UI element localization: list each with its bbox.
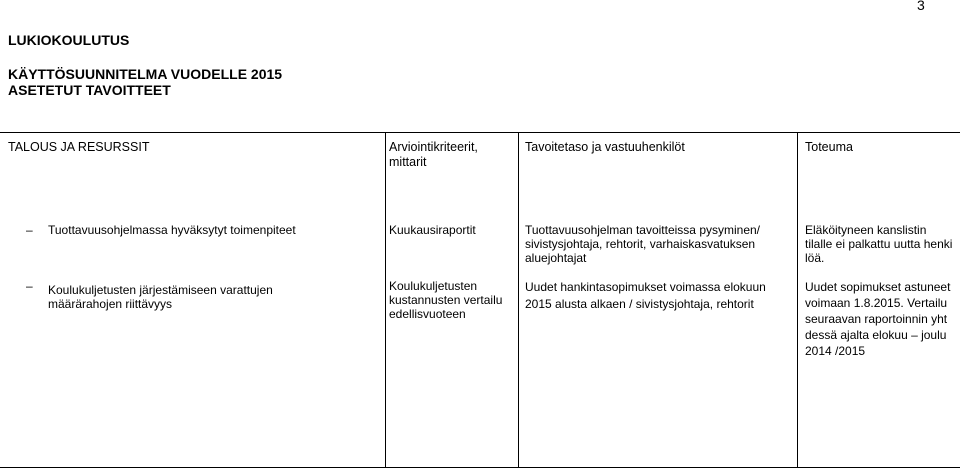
row-target-line: Tuottavuusohjelman tavoitteissa pysyminen/ (525, 223, 761, 237)
column-divider (385, 133, 386, 467)
row-target-line: 2015 alusta alkaen / sivistysjohtaja, rehtorit (525, 297, 754, 311)
row-bullet: – (26, 279, 33, 293)
header-criteria-line: mittarit (389, 155, 427, 169)
row-bullet: – (26, 223, 33, 237)
row-target-line: sivistysjohtaja, rehtorit, varhaiskasvatuksen (525, 237, 756, 251)
row-result-line: löä. (805, 251, 825, 265)
row-result (805, 279, 950, 359)
row-result (805, 223, 952, 265)
row-result-line: Eläköityneen kanslistin (805, 223, 927, 237)
row-target-line: Uudet hankintasopimukset voimassa elokuun (525, 280, 766, 294)
row-target-line: aluejohtajat (525, 251, 587, 265)
row-criteria-line: kustannusten vertailu (389, 293, 503, 307)
column-divider (797, 133, 798, 467)
row-result-line: Uudet sopimukset astuneet (805, 280, 951, 294)
column-divider (518, 133, 519, 467)
row-result-line: dessä ajalta elokuu – joulu (805, 328, 947, 342)
page-number: 3 (917, 0, 925, 13)
row-goal (48, 223, 296, 237)
heading-plan: KÄYTTÖSUUNNITELMA VUODELLE 2015 (8, 66, 283, 82)
row-goal (48, 283, 273, 311)
heading-title: LUKIOKOULUTUS (8, 32, 130, 48)
row-goal-line: Koulukuljetusten järjestämiseen varattujen (48, 283, 273, 297)
header-target: Tavoitetaso ja vastuuhenkilöt (525, 140, 685, 154)
row-criteria-line: Kuukausiraportit (389, 223, 476, 237)
row-criteria-line: Koulukuljetusten (389, 279, 478, 293)
row-result-line: tilalle ei palkattu uutta henki (805, 237, 953, 251)
row-goal-line: määrärahojen riittävyys (48, 297, 173, 311)
header-result: Toteuma (805, 140, 853, 154)
row-goal-line: Tuottavuusohjelmassa hyväksytyt toimenpiteet (48, 223, 296, 237)
row-result-line: 2014 /2015 (805, 344, 866, 358)
row-criteria (389, 279, 502, 321)
row-criteria-line: edellisvuoteen (389, 307, 466, 321)
row-result-line: voimaan 1.8.2015. Vertailu (805, 296, 948, 310)
row-target (525, 223, 760, 265)
header-resources: TALOUS JA RESURSSIT (8, 140, 150, 154)
row-result-line: seuraavan raportoinnin yht (805, 312, 948, 326)
header-criteria-line: Arviointikriteerit, (389, 140, 478, 154)
heading-goals: ASETETUT TAVOITTEET (8, 82, 171, 98)
header-criteria (389, 140, 478, 170)
row-target (525, 279, 766, 313)
row-criteria (389, 223, 476, 237)
goals-table (0, 132, 960, 468)
